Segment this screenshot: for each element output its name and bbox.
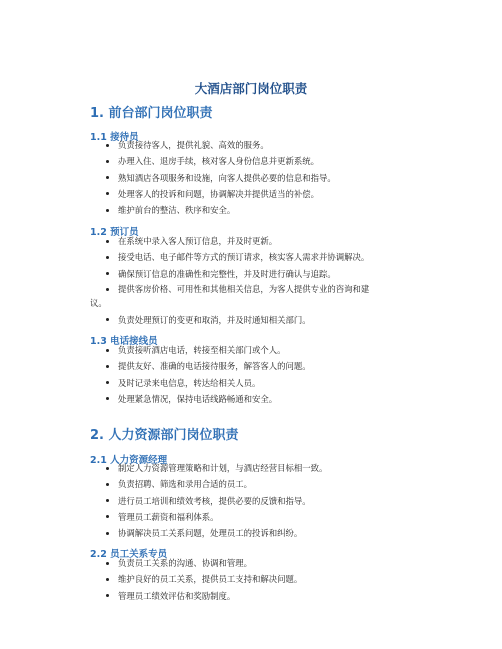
list-item: 办理入住、退房手续，核对客人身份信息并更新系统。	[90, 153, 440, 169]
telephone-operator-duties	[90, 342, 440, 407]
list-item: 制定人力资源管理策略和计划，与酒店经营目标相一致。	[90, 460, 440, 476]
list-item: 确保预订信息的准确性和完整性，并及时进行确认与追踪。	[90, 266, 440, 282]
hr-manager-duties	[90, 460, 440, 541]
role-title-employee-relations: 2.2 员工关系专员	[90, 549, 168, 560]
document-title: 大酒店部门岗位职责	[194, 81, 308, 96]
role-title-telephone-operator: 1.3 电话接线员	[90, 336, 158, 347]
list-item: 提供客房价格、可用性和其他相关信息，为客人提供专业的咨询和建 议。	[90, 283, 370, 308]
list-item: 负责接待客人，提供礼貌、高效的服务。	[90, 137, 440, 153]
section-heading-human-resources: 2. 人力资源部门岗位职责	[90, 428, 239, 443]
section-heading-front-desk: 1. 前台部门岗位职责	[90, 106, 213, 121]
list-item: 提供友好、准确的电话接待服务，解答客人的问题。	[90, 358, 440, 374]
list-item: 负责接听酒店电话，转接至相关部门或个人。	[90, 342, 440, 358]
list-item: 处理客人的投诉和问题，协调解决并提供适当的补偿。	[90, 186, 440, 202]
list-item: 维护前台的整洁、秩序和安全。	[90, 202, 440, 218]
role-title-receptionist: 1.1 接待员	[90, 132, 139, 143]
list-item: 进行员工培训和绩效考核，提供必要的反馈和指导。	[90, 493, 440, 509]
list-item: 接受电话、电子邮件等方式的预订请求，核实客人需求并协调解决。	[90, 249, 440, 265]
role-title-hr-manager: 2.1 人力资源经理	[90, 455, 168, 466]
role-title-reservation-agent: 1.2 预订员	[90, 227, 139, 238]
receptionist-duties	[90, 137, 440, 218]
list-item: 处理紧急情况，保持电话线路畅通和安全。	[90, 391, 440, 407]
list-item: 负责处理预订的变更和取消，并及时通知相关部门。	[90, 312, 440, 328]
reservation-agent-duties	[90, 233, 440, 328]
list-item: 及时记录来电信息，转达给相关人员。	[90, 375, 440, 391]
list-item: 负责员工关系的沟通、协调和管理。	[90, 555, 440, 571]
list-item: 熟知酒店各项服务和设施，向客人提供必要的信息和指导。	[90, 170, 440, 186]
employee-relations-duties	[90, 555, 440, 604]
list-item: 负责招聘、筛选和录用合适的员工。	[90, 476, 440, 492]
list-item: 管理员工薪资和福利体系。	[90, 509, 440, 525]
list-item: 协调解决员工关系问题，处理员工的投诉和纠纷。	[90, 525, 440, 541]
list-item: 在系统中录入客人预订信息，并及时更新。	[90, 233, 440, 249]
list-item: 管理员工绩效评估和奖励制度。	[90, 588, 440, 604]
list-item: 维护良好的员工关系，提供员工支持和解决问题。	[90, 571, 440, 587]
